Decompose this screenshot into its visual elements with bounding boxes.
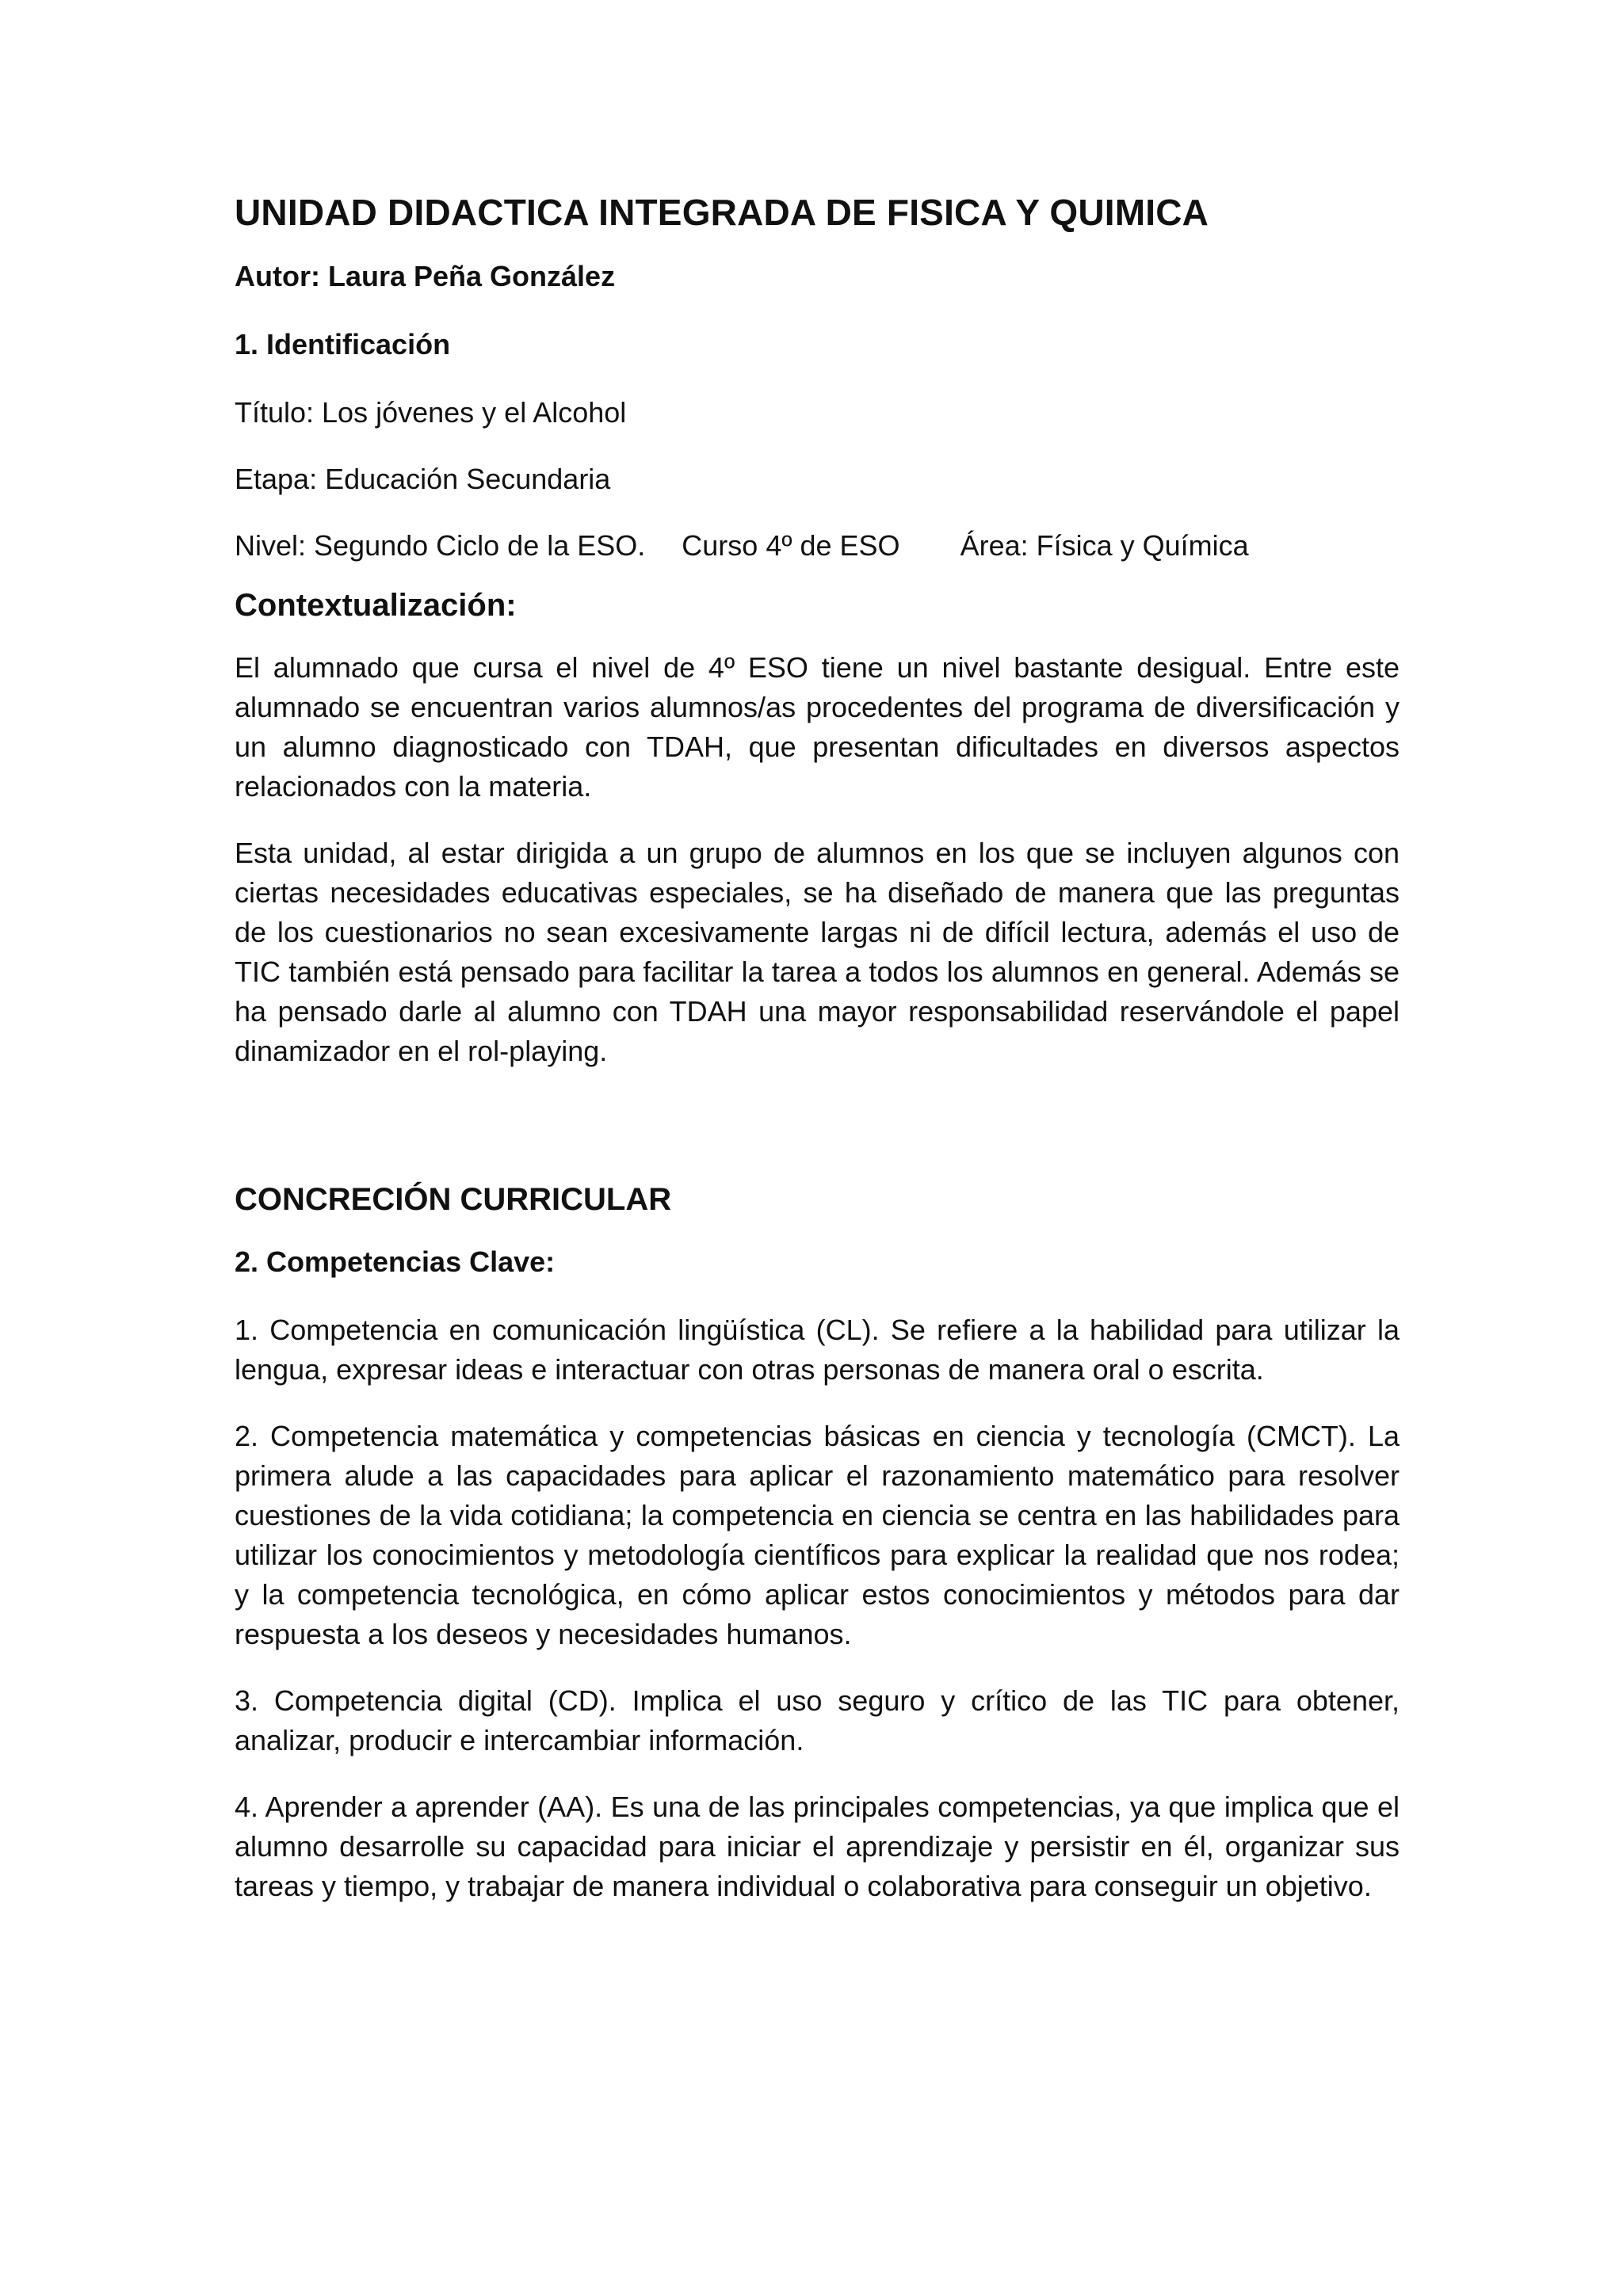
area-text: Área: Física y Química	[960, 529, 1249, 562]
author-line: Autor: Laura Peña González	[235, 260, 616, 292]
titulo-line: Título: Los jóvenes y el Alcohol	[235, 396, 627, 429]
etapa-line: Etapa: Educación Secundaria	[235, 463, 611, 495]
section-spacer	[235, 1098, 1400, 1177]
competencia-item: 4. Aprender a aprender (AA). Es una de las principales competencias, ya que implica que el alumno desarrolle su capacidad para iniciar el aprendizaje y persistir en él, organizar sus tareas y tiempo, y trabajar de manera individual o colaborativa para conseguir un objetivo.	[235, 1791, 1400, 1902]
context-paragraph: El alumnado que cursa el nivel de 4º ESO tiene un nivel bastante desigual. Entre este alumnado se encuentran varios alumnos/as procedentes del programa de diversificación y un alumno diagnosticado con TDAH, que presentan dificultades en diversos aspectos relacionados con la materia.	[235, 651, 1400, 803]
nivel-text: Nivel: Segundo Ciclo de la ESO.	[235, 529, 646, 562]
nivel-curso-area-line	[235, 526, 1400, 566]
competencia-item: 2. Competencia matemática y competencias básicas en ciencia y tecnología (CMCT). La primera alude a las capacidades para aplicar el razonamiento matemático para resolver cuestiones de la vida cotidiana; la competencia en ciencia se centra en las habilidades para utilizar los conocimientos y metodología científicos para explicar la realidad que nos rodea; y la competencia tecnológica, en cómo aplicar estos conocimientos y métodos para dar respuesta a los deseos y necesidades humanos.	[235, 1420, 1400, 1650]
document-title: UNIDAD DIDACTICA INTEGRADA DE FISICA Y QUIMICA	[235, 192, 1209, 233]
competencia-item: 3. Competencia digital (CD). Implica el uso seguro y crítico de las TIC para obtener, analizar, producir e intercambiar información.	[235, 1684, 1400, 1756]
concrecion-curricular-heading: CONCRECIÓN CURRICULAR	[235, 1182, 672, 1217]
document-body	[235, 189, 1400, 1933]
curso-text: Curso 4º de ESO	[682, 529, 900, 562]
competencias-clave-heading: 2. Competencias Clave:	[235, 1245, 556, 1278]
identification-heading: 1. Identificación	[235, 328, 451, 360]
context-paragraph: Esta unidad, al estar dirigida a un grupo de alumnos en los que se incluyen algunos con ciertas necesidades educativas especiales, se ha diseñado de manera que las preguntas de los cuestionarios no sean excesivamente largas ni de difícil lectura, además el uso de TIC también está pensado para facilitar la tarea a todos los alumnos en general. Además se ha pensado darle al alumno con TDAH una mayor responsabilidad reservándole el papel dinamizador en el rol-playing.	[235, 837, 1400, 1067]
competencia-item: 1. Competencia en comunicación lingüística (CL). Se refiere a la habilidad para utilizar la lengua, expresar ideas e interactuar con otras personas de manera oral o escrita.	[235, 1314, 1400, 1386]
contextualizacion-heading: Contextualización:	[235, 588, 517, 623]
